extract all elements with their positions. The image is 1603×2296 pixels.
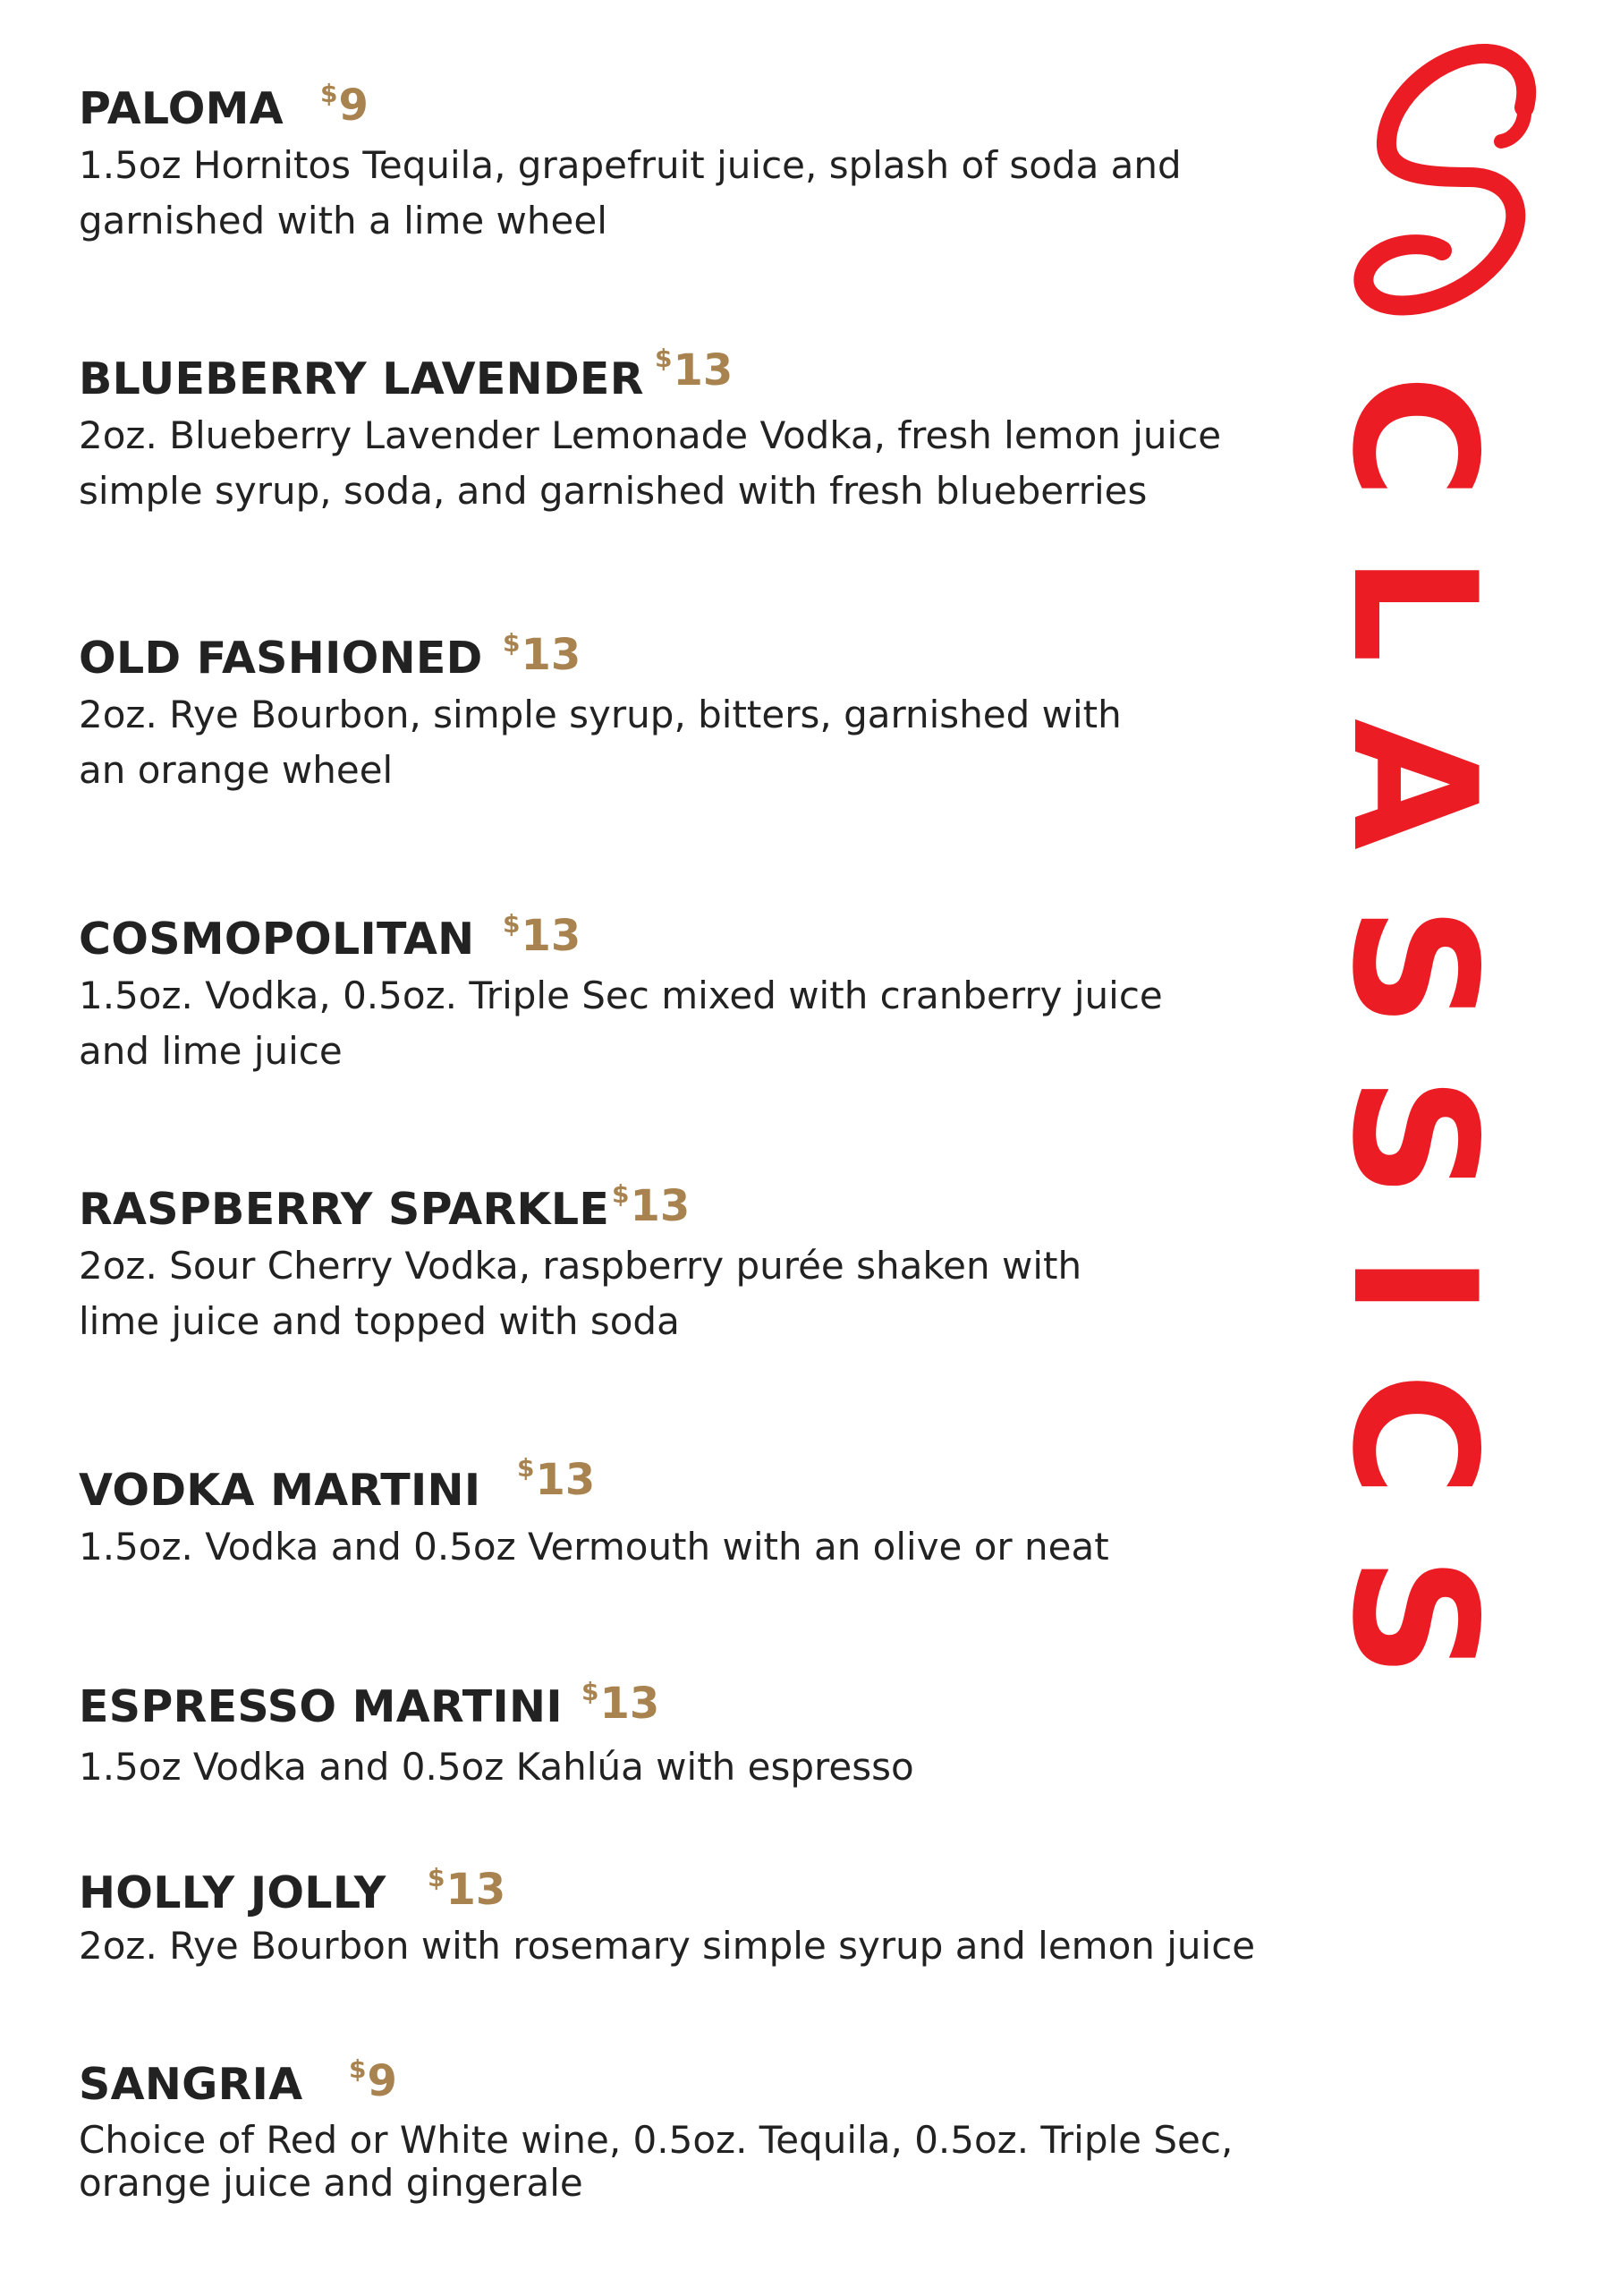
menu-item-holly-jolly — [79, 1849, 1295, 1974]
menu-item-paloma — [79, 64, 1295, 249]
item-price-value: 13 — [599, 1679, 660, 1729]
item-price-value: 13 — [445, 1865, 506, 1915]
menu-item-espresso-martini — [79, 1662, 1295, 1795]
menu-item-old-fashioned — [79, 614, 1295, 798]
brand-s-logo-icon — [1335, 43, 1549, 329]
item-name: SANGRIA — [79, 2059, 303, 2110]
item-price — [428, 1863, 506, 1915]
item-description: 2oz. Sour Cherry Vodka, raspberry purée shaken with lime juice and topped with soda — [79, 1244, 1082, 1343]
item-price-value: 13 — [521, 630, 581, 680]
item-name: HOLLY JOLLY — [79, 1867, 386, 1918]
section-title: CLASSICS — [1315, 374, 1513, 1734]
currency-symbol: $ — [320, 79, 338, 108]
menu-item-vodka-martini — [79, 1446, 1295, 1575]
menu-item-blueberry-lavender — [79, 335, 1295, 519]
item-price-value: 13 — [673, 345, 734, 395]
item-price-value: 13 — [535, 1455, 596, 1505]
item-header — [79, 64, 1295, 134]
item-header — [79, 2040, 1295, 2110]
item-description: 1.5oz. Vodka and 0.5oz Vermouth with an olive or neat — [79, 1525, 1109, 1569]
item-name: ESPRESSO MARTINI — [79, 1681, 563, 1732]
item-price — [503, 628, 581, 680]
menu-item-cosmopolitan — [79, 895, 1295, 1079]
item-description: 2oz. Rye Bourbon, simple syrup, bitters, garnished with an orange wheel — [79, 693, 1122, 792]
item-header — [79, 1849, 1295, 1918]
item-header — [79, 895, 1295, 965]
section-title-vertical — [1315, 374, 1513, 1734]
item-price — [655, 344, 734, 395]
item-price — [517, 1453, 596, 1505]
item-price-value: 13 — [521, 911, 581, 961]
item-name: OLD FASHIONED — [79, 633, 483, 684]
item-name: BLUEBERRY LAVENDER — [79, 353, 644, 404]
item-price — [581, 1677, 660, 1729]
currency-symbol: $ — [517, 1453, 535, 1483]
item-description: 2oz. Rye Bourbon with rosemary simple syrup and lemon juice — [79, 1924, 1256, 1968]
item-name: RASPBERRY SPARKLE — [79, 1184, 610, 1235]
item-description: Choice of Red or White wine, 0.5oz. Tequila, 0.5oz. Triple Sec, orange juice and gingerale — [79, 2118, 1234, 2205]
currency-symbol: $ — [612, 1179, 630, 1209]
item-price-value: 9 — [367, 2056, 397, 2106]
item-header — [79, 1165, 1295, 1235]
currency-symbol: $ — [428, 1863, 445, 1892]
menu-item-sangria — [79, 2040, 1295, 2205]
item-description: 1.5oz. Vodka, 0.5oz. Triple Sec mixed with cranberry juice and lime juice — [79, 974, 1163, 1073]
menu-item-raspberry-sparkle — [79, 1165, 1295, 1349]
item-price — [503, 909, 581, 961]
item-price — [320, 79, 369, 131]
item-header — [79, 1662, 1295, 1732]
item-name: VODKA MARTINI — [79, 1465, 481, 1516]
currency-symbol: $ — [349, 2054, 367, 2084]
item-header — [79, 1446, 1295, 1516]
item-price — [349, 2054, 397, 2106]
item-price-value: 13 — [630, 1181, 691, 1231]
item-price-value: 9 — [338, 81, 369, 131]
item-name: PALOMA — [79, 83, 284, 134]
item-price — [612, 1179, 691, 1231]
item-header — [79, 614, 1295, 684]
item-header — [79, 335, 1295, 404]
currency-symbol: $ — [655, 344, 673, 373]
currency-symbol: $ — [581, 1677, 599, 1706]
item-description: 1.5oz Hornitos Tequila, grapefruit juice, splash of soda and garnished with a lime wheel — [79, 143, 1182, 242]
item-name: COSMOPOLITAN — [79, 914, 475, 965]
item-description: 2oz. Blueberry Lavender Lemonade Vodka, fresh lemon juice simple syrup, soda, and garnished with fresh blueberries — [79, 413, 1222, 513]
currency-symbol: $ — [503, 628, 521, 658]
item-description: 1.5oz Vodka and 0.5oz Kahlúa with espresso — [79, 1745, 914, 1789]
currency-symbol: $ — [503, 909, 521, 939]
